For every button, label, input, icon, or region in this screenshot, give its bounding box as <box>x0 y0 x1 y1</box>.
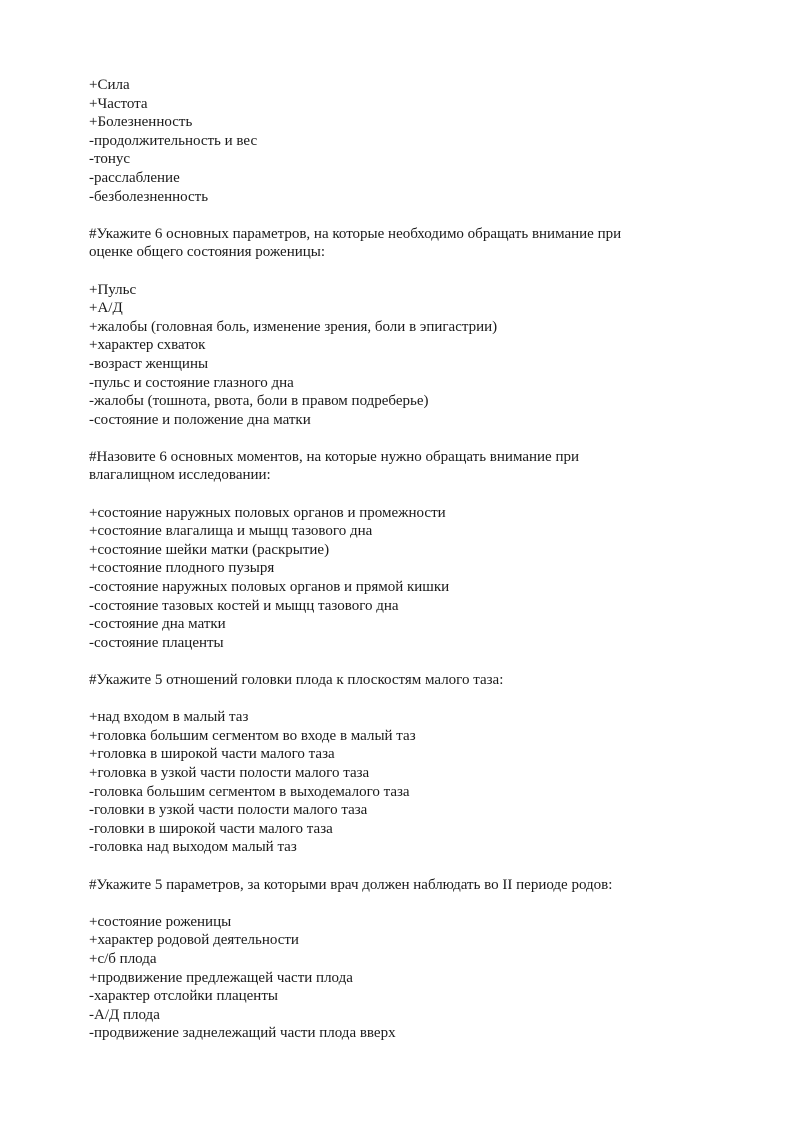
answer-line: -состояние плаценты <box>89 634 224 651</box>
answer-line: -жалобы (тошнота, рвота, боли в правом подреберье) <box>89 393 429 410</box>
answer-line: +состояние влагалища и мыщц тазового дна <box>89 523 373 540</box>
answer-line: -состояние и положение дна матки <box>89 411 311 428</box>
answer-line: -продвижение заднележащий части плода вверх <box>89 1025 396 1042</box>
answer-line: +головка в широкой части малого таза <box>89 746 335 763</box>
answer-line: +Сила <box>89 77 130 93</box>
answer-line: -пульс и состояние глазного дна <box>89 374 294 391</box>
answer-line: +состояние наружных половых органов и промежности <box>89 504 446 521</box>
question-3 <box>89 671 729 690</box>
question-line: #Укажите 6 основных параметров, на которые необходимо обращать внимание при <box>89 225 622 242</box>
spacer <box>89 262 729 281</box>
answer-line: -головка над выходом малый таз <box>89 839 297 856</box>
answer-line: +над входом в малый таз <box>89 709 249 726</box>
answer-list-2 <box>89 281 729 430</box>
answer-line: -расслабление <box>89 169 180 186</box>
answer-line: -возраст женщины <box>89 355 209 372</box>
spacer <box>89 690 729 709</box>
spacer <box>89 857 729 876</box>
answer-line: +жалобы (головная боль, изменение зрения, боли в эпигастрии) <box>89 318 498 335</box>
question-line: #Укажите 5 отношений головки плода к плоскостям малого таза: <box>89 672 504 688</box>
answer-line: +Пульс <box>89 281 137 298</box>
spacer <box>89 485 729 504</box>
answer-line: -головки в широкой части малого таза <box>89 820 333 837</box>
answer-line: +А/Д <box>89 300 123 317</box>
answer-line: -характер отслойки плаценты <box>89 988 278 1005</box>
answer-line: +головка большим сегментом во входе в малый таз <box>89 727 416 744</box>
answer-line: -состояние тазовых костей и мыщц тазового дна <box>89 597 399 614</box>
answer-line: +с/б плода <box>89 950 157 967</box>
answer-line: +состояние плодного пузыря <box>89 560 275 577</box>
answer-list-5 <box>89 913 729 1043</box>
answer-line: -головки в узкой части полости малого таза <box>89 802 368 819</box>
answer-line: +продвижение предлежащей части плода <box>89 969 353 986</box>
spacer <box>89 652 729 671</box>
answer-list-3 <box>89 504 729 653</box>
spacer <box>89 206 729 225</box>
spacer <box>89 429 729 448</box>
answer-line: -головка большим сегментом в выходемалого таза <box>89 783 410 800</box>
answer-line: +характер схваток <box>89 337 206 354</box>
question-4 <box>89 876 729 895</box>
question-line: оценке общего состояния роженицы: <box>89 244 326 261</box>
question-2 <box>89 448 729 485</box>
answer-line: -состояние наружных половых органов и прямой кишки <box>89 579 450 596</box>
answer-line: +головка в узкой части полости малого таза <box>89 764 370 781</box>
question-line: #Назовите 6 основных моментов, на которые нужно обращать внимание при <box>89 448 580 465</box>
answer-line: -тонус <box>89 151 131 168</box>
question-1 <box>89 225 729 262</box>
answer-line: -продолжительность и вес <box>89 132 258 149</box>
answer-line: -безболезненность <box>89 188 209 205</box>
answer-list-1 <box>89 76 729 206</box>
spacer <box>89 894 729 913</box>
answer-line: +состояние шейки матки (раскрытие) <box>89 541 330 558</box>
question-line: влагалищном исследовании: <box>89 467 271 484</box>
answer-line: +состояние роженицы <box>89 913 232 930</box>
document-page <box>89 76 729 1043</box>
answer-line: +характер родовой деятельности <box>89 932 299 949</box>
answer-line: +Частота <box>89 95 148 112</box>
answer-line: -А/Д плода <box>89 1006 160 1023</box>
answer-line: +Болезненность <box>89 114 193 131</box>
question-line: #Укажите 5 параметров, за которыми врач должен наблюдать во II периоде родов: <box>89 876 613 893</box>
answer-line: -состояние дна матки <box>89 616 226 633</box>
answer-list-4 <box>89 708 729 857</box>
